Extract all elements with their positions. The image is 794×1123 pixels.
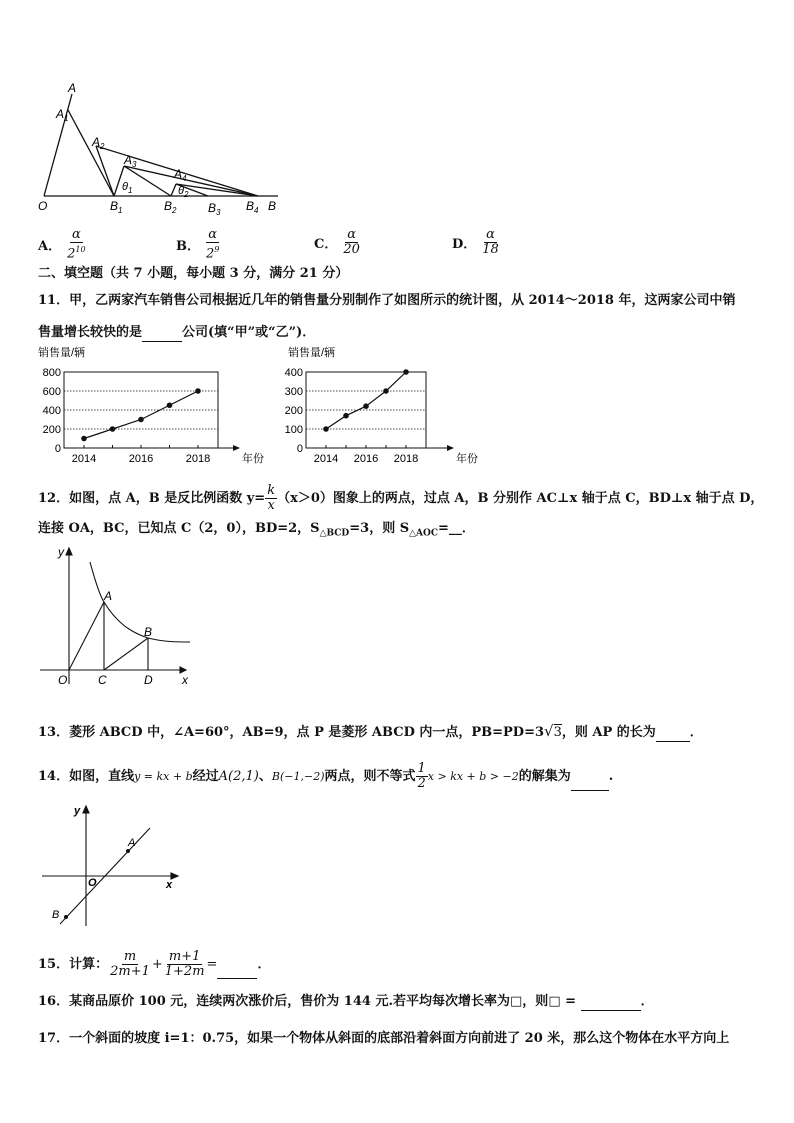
label-A: A [68, 81, 77, 95]
label-B: B [268, 199, 277, 213]
label-x: x [166, 879, 173, 891]
data-point [195, 388, 201, 394]
label-A3: $A_3$ [124, 153, 137, 169]
x-tick-label: 2014 [71, 453, 97, 465]
option-fraction: $\frac{\alpha}{20}$ [343, 227, 360, 257]
option-c [314, 228, 362, 257]
option-fraction: $\frac{\alpha}{18}$ [482, 227, 499, 257]
label-A1: $A_1$ [56, 107, 69, 123]
data-point [110, 426, 116, 432]
label-B2: $B_2$ [164, 199, 177, 215]
label-A4: $A_4$ [174, 167, 187, 183]
q17-line: 17．一个斜面的坡度 i=1：0.75，如果一个物体从斜面的底部沿着斜面方向前进了 20 米，那么这个物体在水平方向上 [38, 1031, 730, 1046]
plot-frame [64, 372, 218, 448]
data-point [343, 413, 349, 419]
q14-line: 14．如图，直线y = kx + b经过A(2,1)、B(−1,−2)两点，则不等式 $\frac{1}{2}$ x > kx + b > −2的解集为 . [38, 761, 614, 791]
x-axis-label: 年份 [456, 453, 478, 465]
option-fraction: $\frac{\alpha}{2^{10}}$ [67, 227, 86, 262]
y-axis-label: 销售量/辆 [38, 347, 86, 359]
chart-jia [34, 344, 264, 468]
y-tick-label: 200 [42, 424, 61, 436]
data-point [363, 403, 369, 409]
label-B1: $B_1$ [110, 199, 123, 215]
option-b [176, 228, 221, 261]
data-point [403, 369, 409, 375]
label-x: x [182, 673, 188, 687]
y-tick-label: 200 [284, 405, 303, 417]
label-C: C [98, 673, 107, 687]
y-tick-label: 300 [284, 386, 303, 398]
chart-yi [284, 344, 478, 468]
q12-line1: 12．如图，点 A，B 是反比例函数 y= $\frac{k}{x}$ （x＞0）图象上的两点，过点 A，B 分别作 AC⊥x 轴于点 C，BD⊥x 轴于点 D， [38, 483, 764, 513]
q12-figure [38, 544, 198, 690]
answer-blank[interactable] [142, 327, 182, 342]
label-y: y [74, 805, 81, 817]
label-theta2: $\theta_2$ [178, 185, 189, 199]
label-A: A [104, 589, 113, 603]
q11-line2: 售量增长较快的是 公司(填“甲”或“乙”)． [38, 325, 316, 340]
data-point [138, 417, 144, 423]
data-point [383, 388, 389, 394]
label-B: B [52, 909, 60, 921]
q15-fraction-2: $\frac{m+1}{1+2m}$ [164, 949, 205, 979]
option-d [452, 228, 501, 257]
q12-line2: 连接 OA，BC，已知点 C（2，0），BD=2，$S_{\triangle BCD}=3$，则 $S_{\triangle AOC}=\_\_$． [38, 521, 475, 539]
q14-fraction: $\frac{1}{2}$ [417, 761, 426, 791]
option-letter: D． [452, 237, 477, 252]
y-tick-label: 100 [284, 424, 303, 436]
answer-blank[interactable] [217, 964, 257, 979]
label-D: D [144, 673, 153, 687]
answer-blank[interactable] [656, 727, 690, 742]
x-tick-label: 2016 [128, 453, 154, 465]
data-point [167, 402, 173, 408]
data-point [81, 436, 87, 442]
label-O: O [58, 673, 68, 687]
q10-figure [36, 80, 286, 216]
label-O: O [88, 877, 97, 889]
q16-line: 16．某商品原价 100 元，连续两次涨价后，售价为 144 元.若平均每次增长率为□，则□ = ． [38, 994, 654, 1009]
x-axis-arrow [447, 445, 454, 451]
label-B4: $B_4$ [246, 199, 259, 215]
label-B: B [144, 625, 153, 639]
section-header: 二、填空题（共 7 小题，每小题 3 分，满分 21 分） [38, 266, 349, 281]
label-theta1: $\theta_1$ [122, 181, 133, 195]
q12-fraction: $\frac{k}{x}$ [267, 483, 276, 513]
option-a [38, 228, 88, 261]
x-axis-label: 年份 [242, 453, 264, 465]
option-letter: A． [38, 239, 62, 255]
q15-fraction-1: $\frac{m}{2m+1}$ [110, 949, 150, 979]
x-tick-label: 2014 [313, 453, 339, 465]
answer-blank[interactable] [571, 776, 609, 791]
y-tick-label: 0 [54, 443, 61, 455]
option-fraction: $\frac{\alpha}{2^9}$ [206, 227, 220, 262]
series-line [84, 391, 198, 439]
x-axis-arrow [233, 445, 240, 451]
label-A2: $A_2$ [92, 135, 105, 151]
q14-figure [40, 802, 180, 930]
sqrt-icon: √ [544, 722, 554, 740]
x-tick-label: 2016 [353, 453, 379, 465]
label-B3: $B_3$ [208, 201, 221, 217]
y-tick-label: 0 [296, 443, 303, 455]
y-tick-label: 400 [42, 405, 61, 417]
q13-line: 13．菱形 ABCD 中，∠A=60°，AB=9，点 P 是菱形 ABCD 内一点，PB=PD=3√3，则 AP 的长为 ． [38, 722, 703, 740]
y-tick-label: 600 [42, 386, 61, 398]
y-tick-label: 400 [284, 367, 303, 379]
label-O: O [38, 199, 48, 213]
series-line [326, 372, 406, 429]
y-axis-label: 销售量/辆 [288, 347, 336, 359]
label-A: A [128, 837, 136, 849]
y-tick-label: 800 [42, 367, 61, 379]
option-letter: C． [314, 237, 338, 252]
x-tick-label: 2018 [393, 453, 419, 465]
x-tick-label: 2018 [185, 453, 211, 465]
answer-blank[interactable] [581, 996, 641, 1011]
label-y: y [58, 545, 64, 559]
q11-line1: 11．甲，乙两家汽车销售公司根据近几年的销售量分别制作了如图所示的统计图，从 2014～2018 年，这两家公司中销 [38, 293, 736, 308]
data-point [323, 426, 329, 432]
option-letter: B． [176, 239, 200, 255]
q15-line: 15．计算： $\frac{m}{2m+1}$ + $\frac{m+1}{1+2m}$ = ． [38, 949, 271, 979]
